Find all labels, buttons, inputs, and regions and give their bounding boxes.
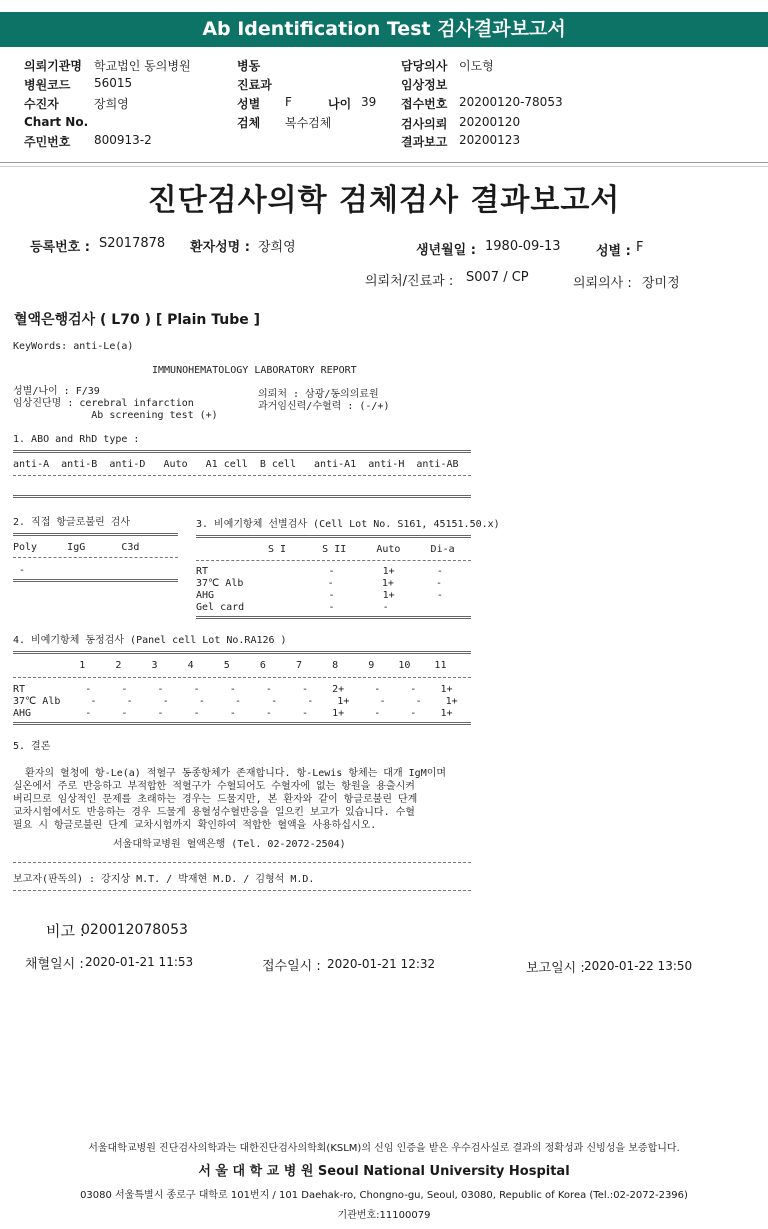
institution-number: 기관번호:11100079 bbox=[337, 1210, 431, 1221]
hospital-address: 03080 서울특별시 종로구 대학로 101번지 / 101 Daehak-ro, Chongno-gu, Seoul, 03080, Republic of Korea (Tel.:02-2072-2396) bbox=[80, 1190, 688, 1201]
blood-bank-contact: 서울대학교병원 혈액은행 (Tel. 02-2072-2504) bbox=[113, 839, 346, 850]
panel-title: 4. 비예기항체 동정검사 (Panel cell Lot No.RA126 ) bbox=[13, 635, 287, 646]
remark-label: 비고 : bbox=[46, 922, 85, 940]
screening-rule-top bbox=[196, 535, 471, 538]
collect-label: 채혈일시 : bbox=[25, 957, 84, 972]
header-row-hospital-code: 병원코드 56015 bbox=[24, 76, 133, 92]
header-divider bbox=[0, 162, 768, 163]
abo-rule-mid bbox=[13, 475, 471, 476]
screening-rows: RT - 1+ - 37℃ Alb - 1+ - AHG - 1+ - Gel card - - bbox=[196, 566, 443, 613]
header-row-institution: 의뢰기관명 학교법인 동의병원 bbox=[24, 59, 191, 73]
report-time-label: 보고일시 : bbox=[526, 961, 585, 976]
header-row-clinical-info: 임상정보 bbox=[401, 78, 448, 92]
abo-columns: anti-A anti-B anti-D Auto A1 cell B cell anti-A1 anti-H anti-AB bbox=[13, 459, 459, 470]
section-title: 혈액은행검사 ( L70 ) [ Plain Tube ] bbox=[14, 312, 261, 328]
doctor-label: 의뢰의사 : bbox=[573, 276, 632, 291]
remark-value: 020012078053 bbox=[81, 922, 188, 938]
sex-value: F bbox=[636, 240, 644, 255]
dat-rule-top bbox=[13, 533, 178, 536]
header-row-chart-no: Chart No. bbox=[24, 115, 89, 129]
sex-label: 성별 : bbox=[596, 244, 631, 259]
reporter-rule-top bbox=[13, 862, 471, 863]
collect-value: 2020-01-21 11:53 bbox=[85, 955, 194, 969]
header-dept-label: 진료과 bbox=[237, 78, 272, 92]
screening-columns: S I S II Auto Di-a bbox=[268, 544, 455, 555]
dept-value: S007 / CP bbox=[466, 270, 529, 285]
dat-rule-bottom bbox=[13, 579, 178, 582]
abo-title: 1. ABO and RhD type : bbox=[13, 434, 140, 445]
panel-rule-bottom bbox=[13, 722, 471, 725]
reg-no-value: S2017878 bbox=[99, 236, 166, 251]
header-row-accession: 접수번호 20200120-78053 bbox=[401, 95, 563, 111]
screening-rule-mid bbox=[196, 560, 471, 561]
dob-label: 생년월일 : bbox=[416, 243, 476, 258]
reg-no-label: 등록번호 : bbox=[30, 240, 90, 255]
keywords: KeyWords: anti-Le(a) bbox=[13, 341, 134, 352]
doctor-value: 장미정 bbox=[642, 276, 680, 291]
header-row-specimen: 검체 복수검체 bbox=[237, 116, 332, 130]
header-ward-label: 병동 bbox=[237, 59, 261, 73]
dept-label: 의뢰처/진료과 : bbox=[365, 274, 454, 289]
abo-rule-top bbox=[13, 450, 471, 453]
header-row-patient: 수진자 장희영 bbox=[24, 97, 129, 111]
header-row-resident-no: 주민번호 800913-2 bbox=[24, 133, 152, 149]
lab-heading: IMMUNOHEMATOLOGY LABORATORY REPORT bbox=[152, 365, 357, 376]
report-title: 진단검사의학 검체검사 결과보고서 bbox=[147, 183, 621, 218]
dat-columns: Poly IgG C3d bbox=[13, 542, 140, 553]
header-row-doctor: 담당의사 이도형 bbox=[401, 59, 494, 73]
reporter-rule-bottom bbox=[13, 890, 471, 891]
screening-title: 3. 비예기항체 선별검사 (Cell Lot No. S161, 45151.50.x) bbox=[196, 519, 500, 530]
header-divider-light bbox=[0, 166, 768, 167]
panel-columns: 1 2 3 4 5 6 7 8 9 10 11 bbox=[13, 660, 447, 671]
panel-rule-top bbox=[13, 651, 471, 654]
patient-info-left: 성별/나이 : F/39 임상진단명 : cerebral infarction Ab screening test (+) bbox=[13, 386, 218, 421]
screening-rule-bottom bbox=[196, 616, 471, 619]
conclusion-text: 환자의 혈청에 항-Le(a) 적혈구 동종항체가 존재합니다. 항-Lewis 항체는 대개 IgM이며 실온에서 주로 반응하고 부적합한 적혈구가 수혈되어도 수혈자에 없는 항원을 용출시켜 버리므로 임상적인 문제를 초래하는 경우는 드물지만, 본 환자와 같이 항글로불린 단계 교차시험에서도 반응하는 경우 드물게 용혈성수혈반응을 일으킨 보고가 있습니다. 수혈 필요 시 항글로불린 단계 교차시험까지 확인하여 적합한 혈액을 사용하십시오. bbox=[13, 768, 447, 831]
dat-rule-mid bbox=[13, 557, 178, 558]
receive-value: 2020-01-21 12:32 bbox=[327, 957, 436, 971]
report-time-value: 2020-01-22 13:50 bbox=[584, 959, 693, 973]
dat-values: - bbox=[13, 565, 26, 576]
abo-rule-bottom bbox=[13, 495, 471, 498]
patient-info-right: 의뢰처 : 삼광/동의의료원 과거임신력/수혈력 : (-/+) bbox=[258, 389, 390, 412]
reporter-line: 보고자(판독의) : 강지상 M.T. / 박재현 M.D. / 김형석 M.D. bbox=[13, 874, 315, 885]
header-row-request-date: 검사의뢰 20200120 bbox=[401, 115, 521, 131]
panel-rows: RT - - - - - - - 2+ - - 1+ 37℃ Alb - - - - - - - 1+ - - 1+ AHG - - - - - - - 1+ - - 1+ bbox=[13, 684, 458, 719]
patient-name-value: 장희영 bbox=[258, 240, 296, 255]
dob-value: 1980-09-13 bbox=[485, 239, 561, 254]
panel-rule-mid bbox=[13, 677, 471, 678]
receive-label: 접수일시 : bbox=[262, 959, 321, 974]
certification-text: 서울대학교병원 진단검사의학과는 대한진단검사의학회(KSLM)의 신임 인증을 받은 우수검사실로 결과의 정확성과 신빙성을 보증합니다. bbox=[88, 1143, 680, 1154]
dat-title: 2. 직접 항글로불린 검사 bbox=[13, 517, 131, 528]
header-row-sex-age: 성별 F 나이 39 bbox=[237, 95, 377, 111]
hospital-name: 서 울 대 학 교 병 원 Seoul National University Hospital bbox=[198, 1164, 570, 1179]
conclusion-title: 5. 결론 bbox=[13, 741, 51, 752]
report-header-title: Ab Identification Test 검사결과보고서 bbox=[0, 12, 768, 47]
patient-name-label: 환자성명 : bbox=[190, 240, 250, 255]
header-row-report-date: 결과보고 20200123 bbox=[401, 133, 521, 149]
